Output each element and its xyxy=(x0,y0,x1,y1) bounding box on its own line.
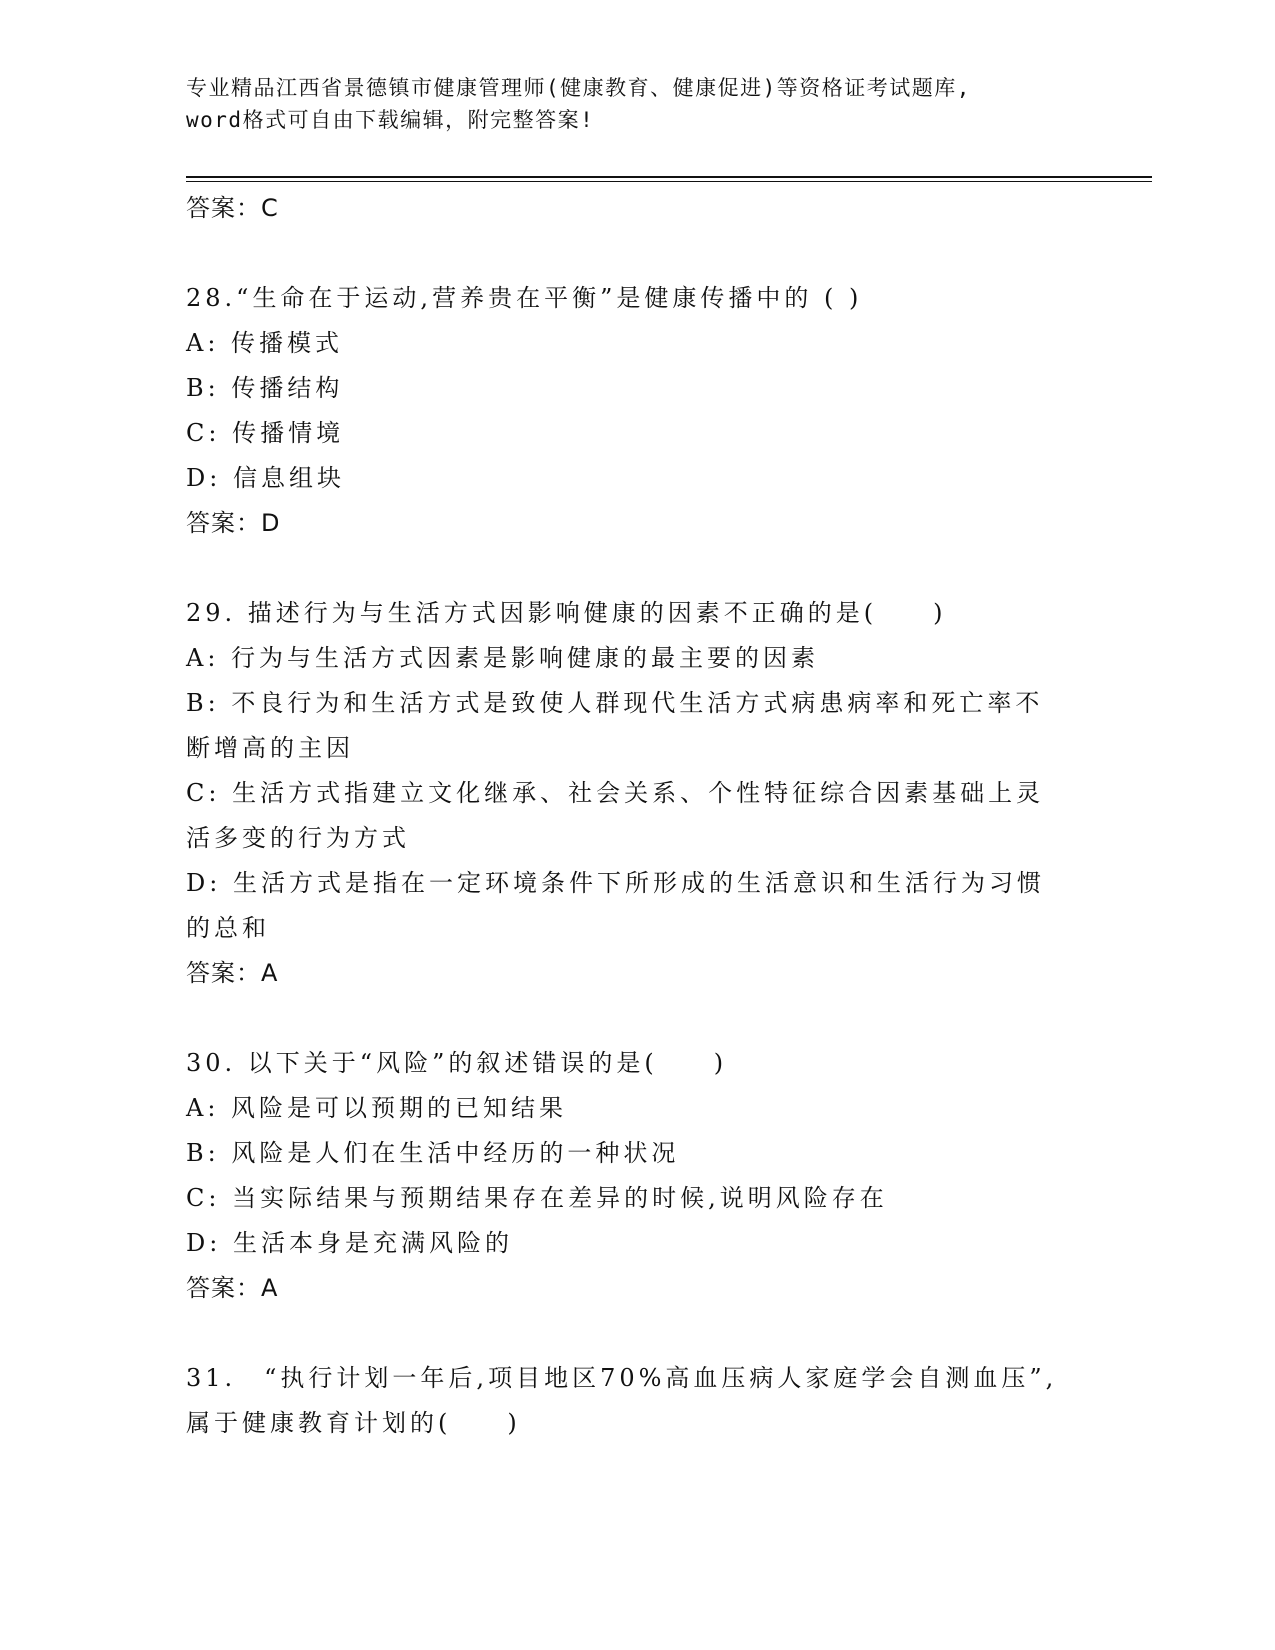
option-a: A: 传播模式 xyxy=(186,329,344,357)
question-list xyxy=(186,186,1066,1446)
option-c: C: 当实际结果与预期结果存在差异的时候,说明风险存在 xyxy=(186,1184,888,1212)
document-header xyxy=(186,72,1066,136)
question-31 xyxy=(186,1356,1066,1446)
option-d: D: 信息组块 xyxy=(186,464,345,492)
header-rule-thick xyxy=(186,176,1152,178)
option-c: C: 传播情境 xyxy=(186,419,345,447)
option-d: D: 生活本身是充满风险的 xyxy=(186,1229,513,1257)
header-rule-thin xyxy=(186,181,1152,182)
answer-line: 答案：D xyxy=(186,509,281,537)
spacer xyxy=(186,546,1066,591)
option-a: A: 风险是可以预期的已知结果 xyxy=(186,1094,568,1122)
answer-line: 答案：A xyxy=(186,1274,279,1302)
spacer xyxy=(186,1311,1066,1356)
question-30 xyxy=(186,1041,1066,1311)
question-text: 29. 描述行为与生活方式因影响健康的因素不正确的是( ) xyxy=(186,599,947,627)
option-c: C: 生活方式指建立文化继承、社会关系、个性特征综合因素基础上灵活多变的行为方式 xyxy=(186,779,1045,852)
option-b: B: 传播结构 xyxy=(186,374,344,402)
header-line-1: 专业精品江西省景德镇市健康管理师(健康教育、健康促进)等资格证考试题库, xyxy=(186,76,971,100)
answer-line: 答案：C xyxy=(186,194,279,222)
question-text: 28.“生命在于运动,营养贵在平衡”是健康传播中的 ( ) xyxy=(186,284,863,312)
question-text: 31. “执行计划一年后,项目地区70%高血压病人家庭学会自测血压”,属于健康教育计划的( ) xyxy=(186,1364,1058,1437)
spacer xyxy=(186,231,1066,276)
question-29 xyxy=(186,591,1066,996)
answer-line: 答案：A xyxy=(186,959,279,987)
header-line-2: word格式可自由下载编辑，附完整答案! xyxy=(186,108,595,132)
question-text: 30. 以下关于“风险”的叙述错误的是( ) xyxy=(186,1049,728,1077)
option-b: B: 不良行为和生活方式是致使人群现代生活方式病患病率和死亡率不断增高的主因 xyxy=(186,689,1044,762)
option-a: A: 行为与生活方式因素是影响健康的最主要的因素 xyxy=(186,644,820,672)
option-d: D: 生活方式是指在一定环境条件下所形成的生活意识和生活行为习惯的总和 xyxy=(186,869,1045,942)
option-b: B: 风险是人们在生活中经历的一种状况 xyxy=(186,1139,680,1167)
question-28 xyxy=(186,276,1066,546)
spacer xyxy=(186,996,1066,1041)
